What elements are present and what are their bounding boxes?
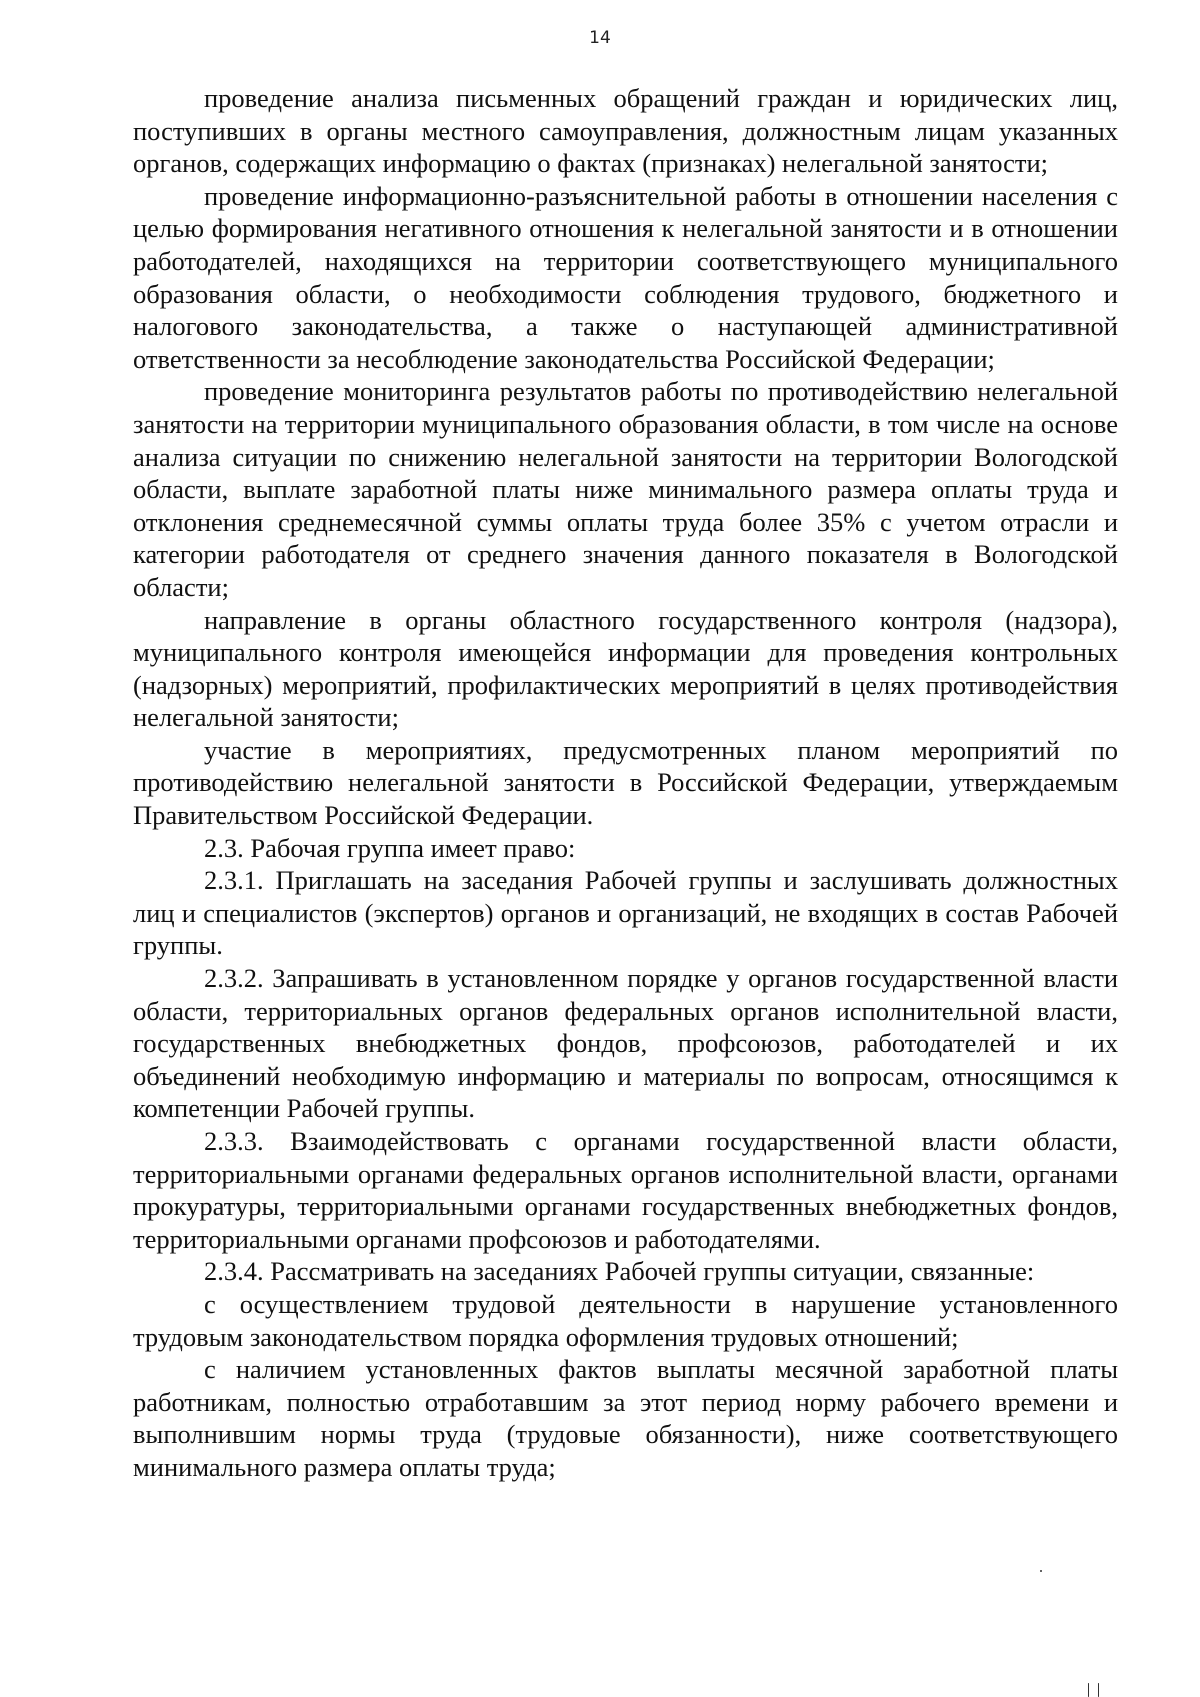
scan-speck <box>1088 1683 1089 1697</box>
paragraph: 2.3.3. Взаимодействовать с органами государственной власти области, территориальными органами федеральных органов исполнительной власти, органами прокуратуры, территориальными органами государственных внебюджетных фондов, территориальными органами профсоюзов и работодателями. <box>133 1126 1118 1254</box>
paragraph: 2.3.1. Приглашать на заседания Рабочей группы и заслушивать должностных лиц и специалистов (экспертов) органов и организаций, не входящих в состав Рабочей группы. <box>133 865 1118 961</box>
scan-speck <box>1098 1683 1099 1697</box>
paragraph: проведение информационно-разъяснительной работы в отношении населения с целью формирования негативного отношения к нелегальной занятости и в отношении работодателей, находящихся на территории соответствующего муниципального образования области, о необходимости соблюдения трудового, бюджетного и налогового законодательства, а также о наступающей административной ответственности за несоблюдение законодательства Российской Федерации; <box>133 180 1118 374</box>
paragraph: с наличием установленных фактов выплаты месячной заработной платы работникам, полностью отработавшим за этот период норму рабочего времени и выполнившим нормы труда (трудовые обязанности), ниже соответствующего минимального размера оплаты труда; <box>133 1354 1118 1482</box>
page-number: 14 <box>589 28 611 48</box>
paragraph: 2.3.2. Запрашивать в установленном порядке у органов государственной власти области, территориальных органов федеральных органов исполнительной власти, государственных внебюджетных фондов, профсоюзов, работодателей и их объединений необходимую информацию и материалы по вопросам, относящимся к компетенции Рабочей группы. <box>133 963 1118 1124</box>
scan-speck <box>1040 1570 1042 1572</box>
paragraph: участие в мероприятиях, предусмотренных планом мероприятий по противодействию нелегальной занятости в Российской Федерации, утверждаемым Правительством Российской Федерации. <box>133 734 1118 831</box>
paragraph: проведение анализа письменных обращений граждан и юридических лиц, поступивших в органы местного самоуправления, должностным лицам указанных органов, содержащих информацию о фактах (признаках) нелегальной занятости; <box>133 83 1118 179</box>
paragraph: направление в органы областного государственного контроля (надзора), муниципального контроля имеющейся информации для проведения контрольных (надзорных) мероприятий, профилактических мероприятий в целях противодействия нелегальной занятости; <box>133 604 1118 733</box>
paragraph: 2.3.4. Рассматривать на заседаниях Рабочей группы ситуации, связанные: <box>204 1256 1035 1287</box>
paragraph: проведение мониторинга результатов работы по противодействию нелегальной занятости на территории муниципального образования области, в том числе на основе анализа ситуации по снижению нелегальной занятости на территории Вологодской области, выплате заработной платы ниже минимального размера оплаты труда и отклонения среднемесячной суммы оплаты труда более 35% с учетом отрасли и категории работодателя от среднего значения данного показателя в Вологодской области; <box>133 376 1118 602</box>
document-body <box>133 82 1118 1484</box>
paragraph: с осуществлением трудовой деятельности в нарушение установленного трудовым законодательством порядка оформления трудовых отношений; <box>133 1288 1118 1352</box>
section-heading: 2.3. Рабочая группа имеет право: <box>204 832 576 863</box>
